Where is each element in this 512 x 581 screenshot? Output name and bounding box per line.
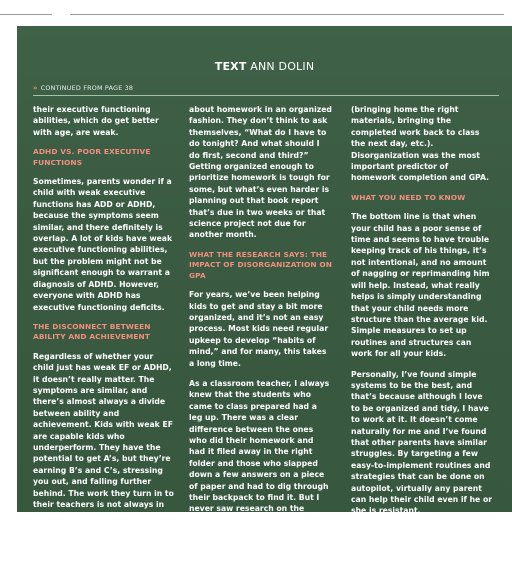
body-paragraph: their executive functioning abilities, which do get better with age, are weak. bbox=[33, 105, 159, 137]
body-paragraph: For years, we’ve been helping kids to get and stay a bit more organized, and it’s not an easy process. Most kids need regular upkeep to develop “habits of mind,” and for many, this takes a long time. bbox=[189, 290, 329, 368]
section-divider bbox=[33, 95, 499, 96]
section-heading: WHAT YOU NEED TO KNOW bbox=[351, 192, 466, 202]
article-column-3 bbox=[351, 104, 494, 546]
byline-author: ANN DOLIN bbox=[250, 60, 315, 73]
body-paragraph: about homework in an organized fashion. They don’t think to ask themselves, “What do I have to do tonight? And what should I do first, second and third?” Getting organized enough to prioritize homework is tough for some, but what’s even harder is planning out that book report that’s due in two weeks or that science project not due for another month. bbox=[189, 105, 332, 240]
article-column-1 bbox=[33, 104, 176, 554]
body-paragraph: (bringing home the right materials, bringing the completed work back to class the next day, etc.). Disorganization was the most important predictor of homework completion and GPA. bbox=[351, 105, 489, 183]
double-chevron-icon: » bbox=[33, 84, 38, 92]
byline bbox=[17, 60, 512, 73]
section-heading: THE DISCONNECT BETWEEN ABILITY AND ACHIEVEMENT bbox=[33, 321, 151, 342]
header-rule bbox=[70, 14, 504, 15]
body-paragraph: Personally, I’ve found simple systems to be the best, and that’s because although I love to be organized and tidy, I have to work at it. It doesn’t come naturally for me and I’ve found that other parents have similar struggles. By targeting a few easy-to-implement routines and strategies that can be done on autopilot, virtually any parent can help their child even if he or she is resistant. bbox=[351, 369, 493, 516]
page-top-margin bbox=[0, 0, 512, 26]
header-rule-left bbox=[0, 14, 52, 15]
byline-label: TEXT bbox=[214, 60, 247, 73]
continued-note bbox=[33, 84, 133, 92]
article-column-2 bbox=[189, 104, 332, 581]
body-paragraph: The key is choosing the right bbox=[351, 526, 477, 536]
body-paragraph: As a classroom teacher, I always knew that the students who came to class prepared had a leg up. There was a clear difference between the ones who did their homework and had it filed away in the right folder and those who slapped down a few answers on a piece of paper and had to dig through their backpack to find it. But I never saw research on the impact of disorganization on homework completion. I just knew that my disorganized kids chronically underperformed, even if bbox=[189, 378, 330, 571]
body-paragraph: The bottom line is that when your child has a poor sense of time and seems to have trouble keeping track of his things, it’s not intentional, and no amount of nagging or reprimanding him will help. Instead, what really helps is simply understanding that your child needs more structure than the average kid. Simple measures to set up routines and structures can work for all your kids. bbox=[351, 212, 490, 359]
continued-text: CONTINUED FROM PAGE 38 bbox=[40, 84, 134, 92]
article-panel bbox=[17, 26, 512, 571]
section-heading: WHAT THE RESEARCH SAYS: THE IMPACT OF DISORGANIZATION ON GPA bbox=[189, 249, 333, 280]
body-paragraph: Sometimes, parents wonder if a child with weak executive functions has ADD or ADHD, because the symptoms seem similar, and there definitely is overlap. A lot of kids have weak executive functioning abilities, but the problem might not be significant enough to warrant a diagnosis of ADHD. However, everyone with ADHD has executive functioning deficits. bbox=[33, 177, 173, 312]
body-paragraph: Regardless of whether your child just has weak EF or ADHD, it doesn’t really matter. The symptoms are similar, and there’s almost always a divide between ability and achievement. Kids with weak EF are capable kids who underperform. They have the potential to get A’s, but they’re earning B’s and C’s, stressing you out, and falling further behind. The work they turn in to their teachers is not always in line with their intelligence. We see this a lot in writing. Very verbal students bbox=[33, 351, 174, 544]
section-heading: ADHD VS. POOR EXECUTIVE FUNCTIONS bbox=[33, 147, 151, 167]
